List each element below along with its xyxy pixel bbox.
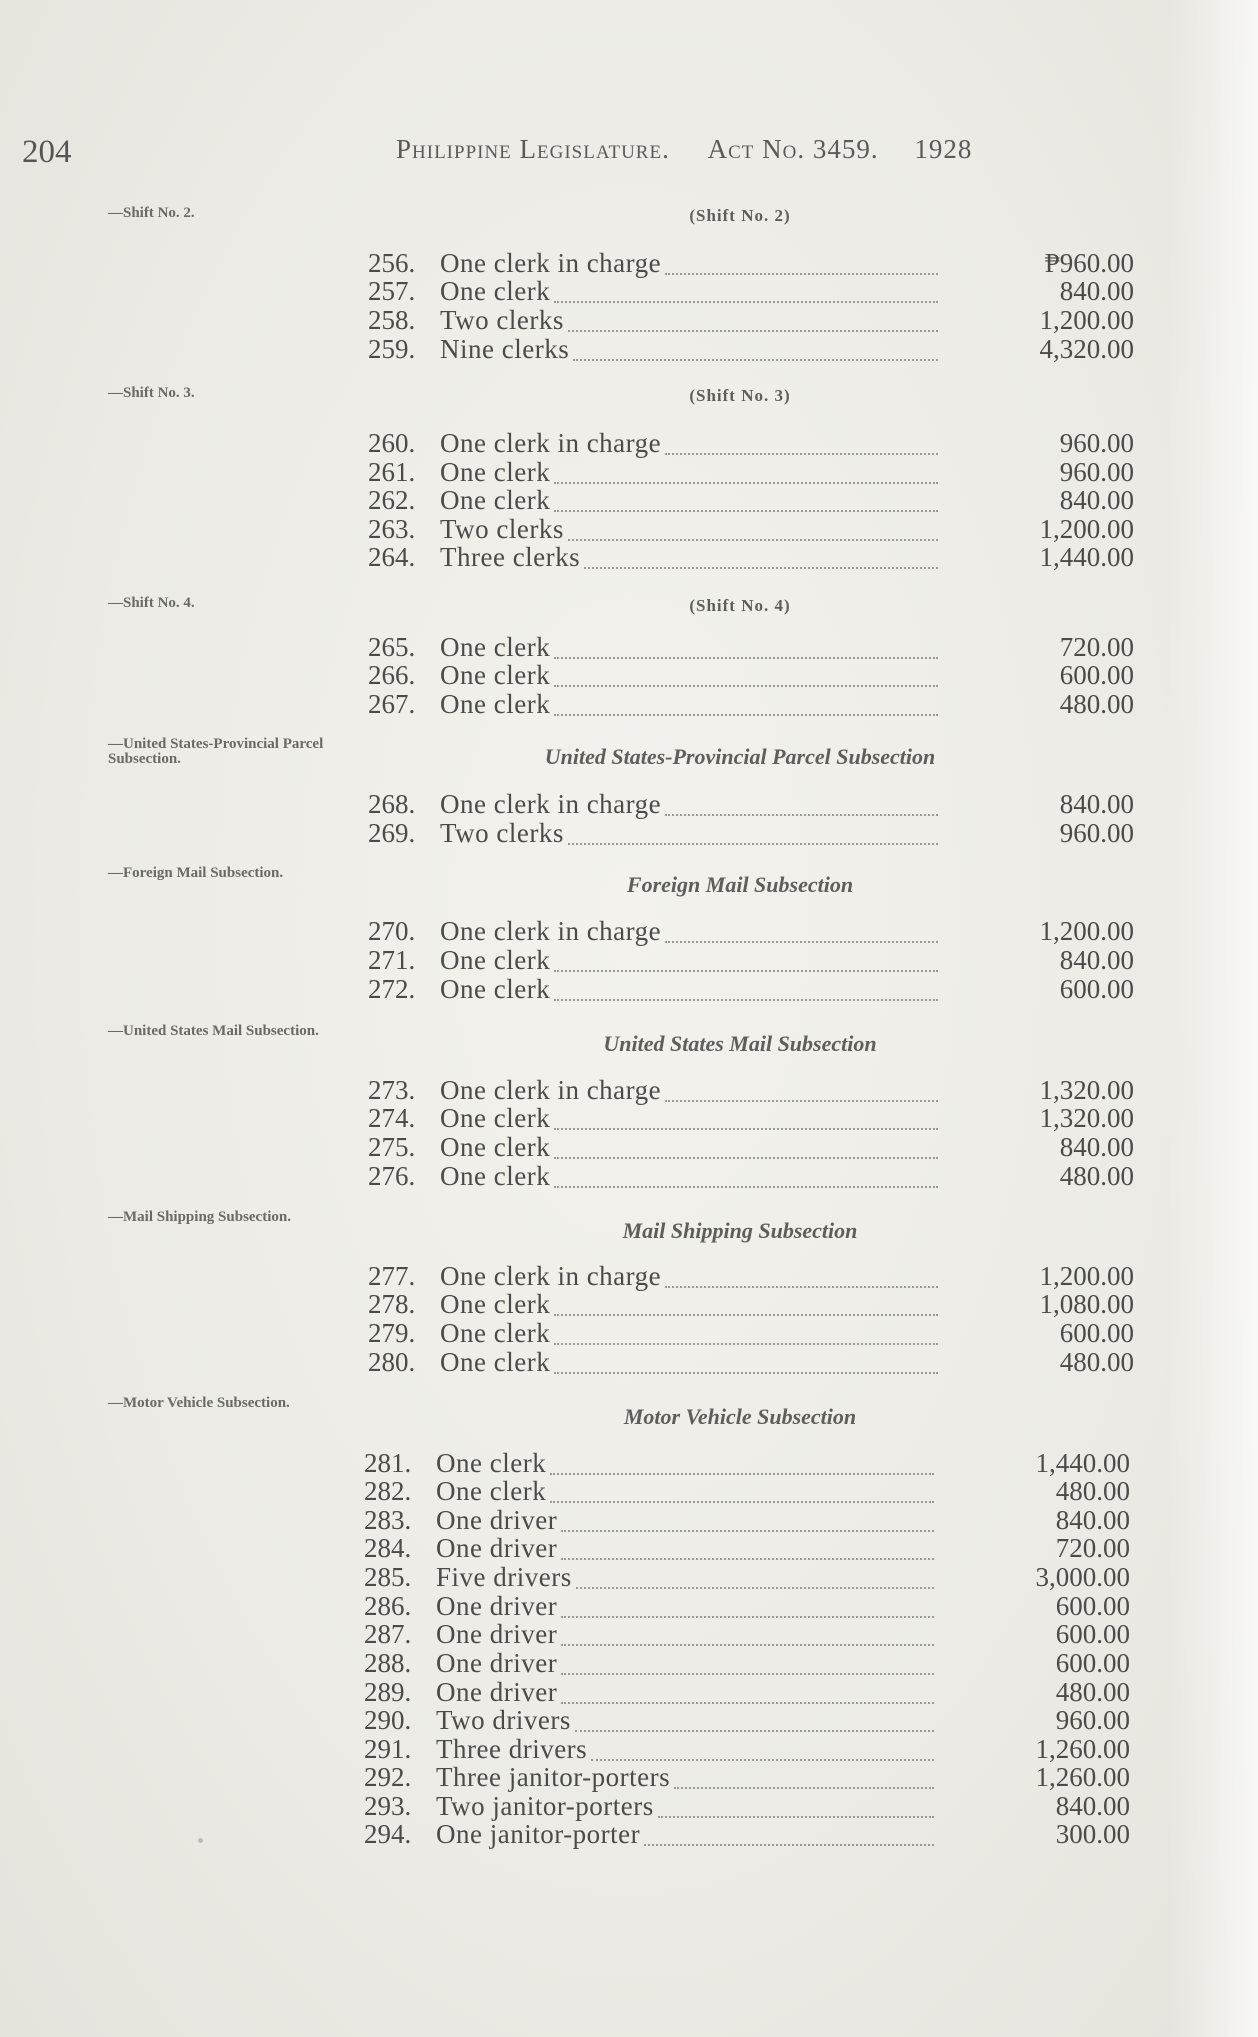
amount: 840.00: [1059, 485, 1134, 515]
position-description: One clerk in charge: [440, 1075, 662, 1105]
amount: 1,260.00: [1035, 1734, 1130, 1764]
dot-leader: [554, 297, 938, 303]
dot-leader: [561, 1554, 934, 1560]
item-number: 292.: [364, 1762, 412, 1792]
dot-leader: [576, 1583, 934, 1589]
dot-leader: [665, 449, 938, 455]
dot-leader: [665, 1096, 938, 1102]
amount: 1,260.00: [1035, 1762, 1130, 1792]
dot-leader: [561, 1669, 934, 1675]
dot-leader: [554, 1368, 938, 1374]
position-description: Five drivers: [436, 1562, 572, 1592]
subsection-heading: (Shift No. 3): [689, 386, 791, 405]
item-number: 268.: [368, 789, 416, 819]
dot-leader: [554, 995, 938, 1001]
position-description: One clerk in charge: [440, 789, 662, 819]
appropriation-row: [364, 1477, 1134, 1506]
appropriation-row: [368, 1162, 1138, 1191]
appropriation-row: [364, 1678, 1134, 1707]
dot-leader: [665, 937, 938, 943]
position-description: One clerk: [440, 485, 551, 515]
item-number: 257.: [368, 276, 416, 306]
appropriation-row: [368, 946, 1138, 975]
appropriation-row: [364, 1706, 1134, 1735]
amount: 840.00: [1059, 1132, 1134, 1162]
appropriation-row: [368, 790, 1138, 819]
appropriation-row: [364, 1506, 1134, 1535]
position-description: One clerk in charge: [440, 248, 662, 278]
position-description: One clerk: [440, 1289, 551, 1319]
subsection-heading: United States Mail Subsection: [603, 1031, 877, 1056]
amount: 1,320.00: [1039, 1075, 1134, 1105]
appropriation-row: [368, 249, 1138, 278]
dot-leader: [554, 1153, 938, 1159]
page-number: 204: [22, 134, 72, 170]
position-description: One janitor-porter: [436, 1819, 641, 1849]
appropriation-row: [368, 277, 1138, 306]
appropriation-row: [364, 1563, 1134, 1592]
item-number: 275.: [368, 1132, 416, 1162]
position-description: Two janitor-porters: [436, 1791, 654, 1821]
position-description: One clerk: [440, 660, 551, 690]
item-number: 267.: [368, 689, 416, 719]
item-number: 260.: [368, 428, 416, 458]
appropriation-row: [368, 1290, 1138, 1319]
dot-leader: [554, 1182, 938, 1188]
amount: 480.00: [1059, 1161, 1134, 1191]
item-number: 279.: [368, 1318, 416, 1348]
amount: 840.00: [1055, 1505, 1130, 1535]
position-description: Two drivers: [436, 1705, 571, 1735]
amount: 600.00: [1059, 1318, 1134, 1348]
dot-leader: [575, 1726, 934, 1732]
amount: 480.00: [1055, 1476, 1130, 1506]
appropriation-row: [364, 1735, 1134, 1764]
position-description: One driver: [436, 1505, 558, 1535]
position-description: One clerk: [440, 1318, 551, 1348]
appropriation-row: [368, 543, 1138, 572]
dot-leader: [658, 1812, 934, 1818]
item-number: 256.: [368, 248, 416, 278]
page-edge-shadow: [1168, 0, 1258, 2037]
speck: [198, 1838, 203, 1843]
item-number: 287.: [364, 1619, 412, 1649]
appropriation-row: [368, 458, 1138, 487]
item-number: 266.: [368, 660, 416, 690]
margin-note: —Shift No. 2.: [108, 205, 195, 221]
appropriation-row: [364, 1449, 1134, 1478]
amount: 1,440.00: [1039, 542, 1134, 572]
position-description: One clerk: [440, 945, 551, 975]
position-description: One clerk: [440, 974, 551, 1004]
margin-note: —Shift No. 3.: [108, 385, 195, 401]
item-number: 281.: [364, 1448, 412, 1478]
position-description: One clerk: [440, 1161, 551, 1191]
item-number: 270.: [368, 916, 416, 946]
margin-note: —United States-Provincial Parcel Subsection.: [108, 736, 324, 767]
dot-leader: [665, 1282, 938, 1288]
dot-leader: [561, 1526, 934, 1532]
position-description: Two clerks: [440, 818, 564, 848]
position-description: One driver: [436, 1533, 558, 1563]
dot-leader: [554, 966, 938, 972]
amount: 720.00: [1055, 1533, 1130, 1563]
item-number: 276.: [368, 1161, 416, 1191]
dot-leader: [573, 355, 938, 361]
appropriation-row: [364, 1534, 1134, 1563]
running-head: [396, 134, 972, 165]
dot-leader: [568, 535, 938, 541]
subsection-heading: Mail Shipping Subsection: [622, 1218, 858, 1243]
item-number: 290.: [364, 1705, 412, 1735]
item-number: 259.: [368, 334, 416, 364]
dot-leader: [644, 1840, 934, 1846]
amount: 720.00: [1059, 632, 1134, 662]
dot-leader: [674, 1783, 934, 1789]
amount: 960.00: [1055, 1705, 1130, 1735]
item-number: 280.: [368, 1347, 416, 1377]
item-number: 263.: [368, 514, 416, 544]
appropriation-row: [368, 1262, 1138, 1291]
amount: 960.00: [1059, 457, 1134, 487]
amount: 840.00: [1059, 945, 1134, 975]
subsection-heading: Foreign Mail Subsection: [626, 872, 854, 897]
position-description: One clerk in charge: [440, 916, 662, 946]
position-description: Three drivers: [436, 1734, 588, 1764]
position-description: Two clerks: [440, 305, 564, 335]
dot-leader: [568, 839, 938, 845]
appropriation-row: [368, 335, 1138, 364]
margin-note: —Mail Shipping Subsection.: [108, 1209, 291, 1225]
position-description: One clerk: [440, 457, 551, 487]
dot-leader: [554, 710, 938, 716]
dot-leader: [665, 810, 938, 816]
appropriation-row: [368, 429, 1138, 458]
item-number: 283.: [364, 1505, 412, 1535]
appropriation-row: [368, 1319, 1138, 1348]
running-head-act: Act No. 3459.: [707, 134, 879, 164]
position-description: One clerk: [436, 1448, 547, 1478]
position-description: One clerk in charge: [440, 428, 662, 458]
dot-leader: [561, 1612, 934, 1618]
amount: 600.00: [1055, 1648, 1130, 1678]
appropriation-row: [368, 633, 1138, 662]
amount: 1,200.00: [1039, 514, 1134, 544]
dot-leader: [554, 1310, 938, 1316]
subsection-heading: (Shift No. 4): [689, 596, 791, 615]
item-number: 293.: [364, 1791, 412, 1821]
subsection-heading: Motor Vehicle Subsection: [623, 1404, 857, 1429]
amount: ₱960.00: [1044, 248, 1134, 278]
position-description: One clerk: [440, 1347, 551, 1377]
amount: 480.00: [1059, 1347, 1134, 1377]
amount: 840.00: [1059, 276, 1134, 306]
appropriation-row: [368, 1133, 1138, 1162]
appropriation-row: [368, 917, 1138, 946]
position-description: One driver: [436, 1619, 558, 1649]
amount: 600.00: [1055, 1619, 1130, 1649]
dot-leader: [554, 1124, 938, 1130]
dot-leader: [554, 506, 938, 512]
appropriation-row: [368, 1348, 1138, 1377]
dot-leader: [561, 1698, 934, 1704]
amount: 1,200.00: [1039, 1261, 1134, 1291]
item-number: 269.: [368, 818, 416, 848]
appropriation-row: [364, 1792, 1134, 1821]
amount: 1,200.00: [1039, 916, 1134, 946]
appropriation-row: [364, 1763, 1134, 1792]
item-number: 285.: [364, 1562, 412, 1592]
amount: 480.00: [1059, 689, 1134, 719]
amount: 600.00: [1059, 974, 1134, 1004]
position-description: Nine clerks: [440, 334, 570, 364]
running-head-year: 1928: [914, 134, 973, 164]
dot-leader: [591, 1755, 934, 1761]
appropriation-row: [368, 515, 1138, 544]
item-number: 286.: [364, 1591, 412, 1621]
position-description: One clerk: [440, 689, 551, 719]
dot-leader: [568, 326, 938, 332]
item-number: 274.: [368, 1103, 416, 1133]
item-number: 294.: [364, 1819, 412, 1849]
margin-note: —Foreign Mail Subsection.: [108, 865, 284, 881]
amount: 960.00: [1059, 428, 1134, 458]
position-description: Two clerks: [440, 514, 564, 544]
dot-leader: [554, 653, 938, 659]
item-number: 264.: [368, 542, 416, 572]
amount: 300.00: [1055, 1819, 1130, 1849]
amount: 3,000.00: [1035, 1562, 1130, 1592]
item-number: 273.: [368, 1075, 416, 1105]
position-description: Three clerks: [440, 542, 581, 572]
amount: 960.00: [1059, 818, 1134, 848]
item-number: 262.: [368, 485, 416, 515]
item-number: 291.: [364, 1734, 412, 1764]
item-number: 288.: [364, 1648, 412, 1678]
amount: 1,440.00: [1035, 1448, 1130, 1478]
amount: 1,320.00: [1039, 1103, 1134, 1133]
dot-leader: [561, 1640, 934, 1646]
item-number: 282.: [364, 1476, 412, 1506]
margin-note: —Shift No. 4.: [108, 595, 195, 611]
subsection-heading: (Shift No. 2): [689, 206, 791, 225]
amount: 840.00: [1059, 789, 1134, 819]
running-head-title: Philippine Legislature.: [396, 134, 670, 164]
amount: 4,320.00: [1039, 334, 1134, 364]
appropriation-row: [364, 1820, 1134, 1849]
margin-note: —United States Mail Subsection.: [108, 1023, 319, 1039]
appropriation-row: [368, 1076, 1138, 1105]
subsection-heading: United States-Provincial Parcel Subsection: [544, 744, 936, 769]
amount: 840.00: [1055, 1791, 1130, 1821]
appropriation-row: [368, 819, 1138, 848]
dot-leader: [554, 478, 938, 484]
position-description: One clerk: [440, 276, 551, 306]
appropriation-row: [364, 1620, 1134, 1649]
position-description: One clerk: [440, 1103, 551, 1133]
amount: 480.00: [1055, 1677, 1130, 1707]
dot-leader: [665, 269, 938, 275]
appropriation-row: [368, 690, 1138, 719]
position-description: One clerk: [440, 1132, 551, 1162]
dot-leader: [550, 1497, 934, 1503]
appropriation-row: [364, 1649, 1134, 1678]
appropriation-row: [368, 975, 1138, 1004]
item-number: 265.: [368, 632, 416, 662]
amount: 1,200.00: [1039, 305, 1134, 335]
item-number: 271.: [368, 945, 416, 975]
amount: 600.00: [1059, 660, 1134, 690]
position-description: One clerk: [436, 1476, 547, 1506]
item-number: 278.: [368, 1289, 416, 1319]
item-number: 261.: [368, 457, 416, 487]
margin-note: —Motor Vehicle Subsection.: [108, 1395, 290, 1411]
dot-leader: [554, 1339, 938, 1345]
item-number: 272.: [368, 974, 416, 1004]
appropriation-row: [364, 1592, 1134, 1621]
appropriation-row: [368, 661, 1138, 690]
amount: 600.00: [1055, 1591, 1130, 1621]
item-number: 258.: [368, 305, 416, 335]
appropriation-row: [368, 1104, 1138, 1133]
appropriation-row: [368, 306, 1138, 335]
position-description: One driver: [436, 1677, 558, 1707]
dot-leader: [584, 563, 938, 569]
item-number: 277.: [368, 1261, 416, 1291]
position-description: One clerk: [440, 632, 551, 662]
position-description: One driver: [436, 1648, 558, 1678]
appropriation-row: [368, 486, 1138, 515]
position-description: One driver: [436, 1591, 558, 1621]
dot-leader: [554, 681, 938, 687]
amount: 1,080.00: [1039, 1289, 1134, 1319]
item-number: 289.: [364, 1677, 412, 1707]
position-description: One clerk in charge: [440, 1261, 662, 1291]
dot-leader: [550, 1469, 934, 1475]
position-description: Three janitor-porters: [436, 1762, 671, 1792]
item-number: 284.: [364, 1533, 412, 1563]
